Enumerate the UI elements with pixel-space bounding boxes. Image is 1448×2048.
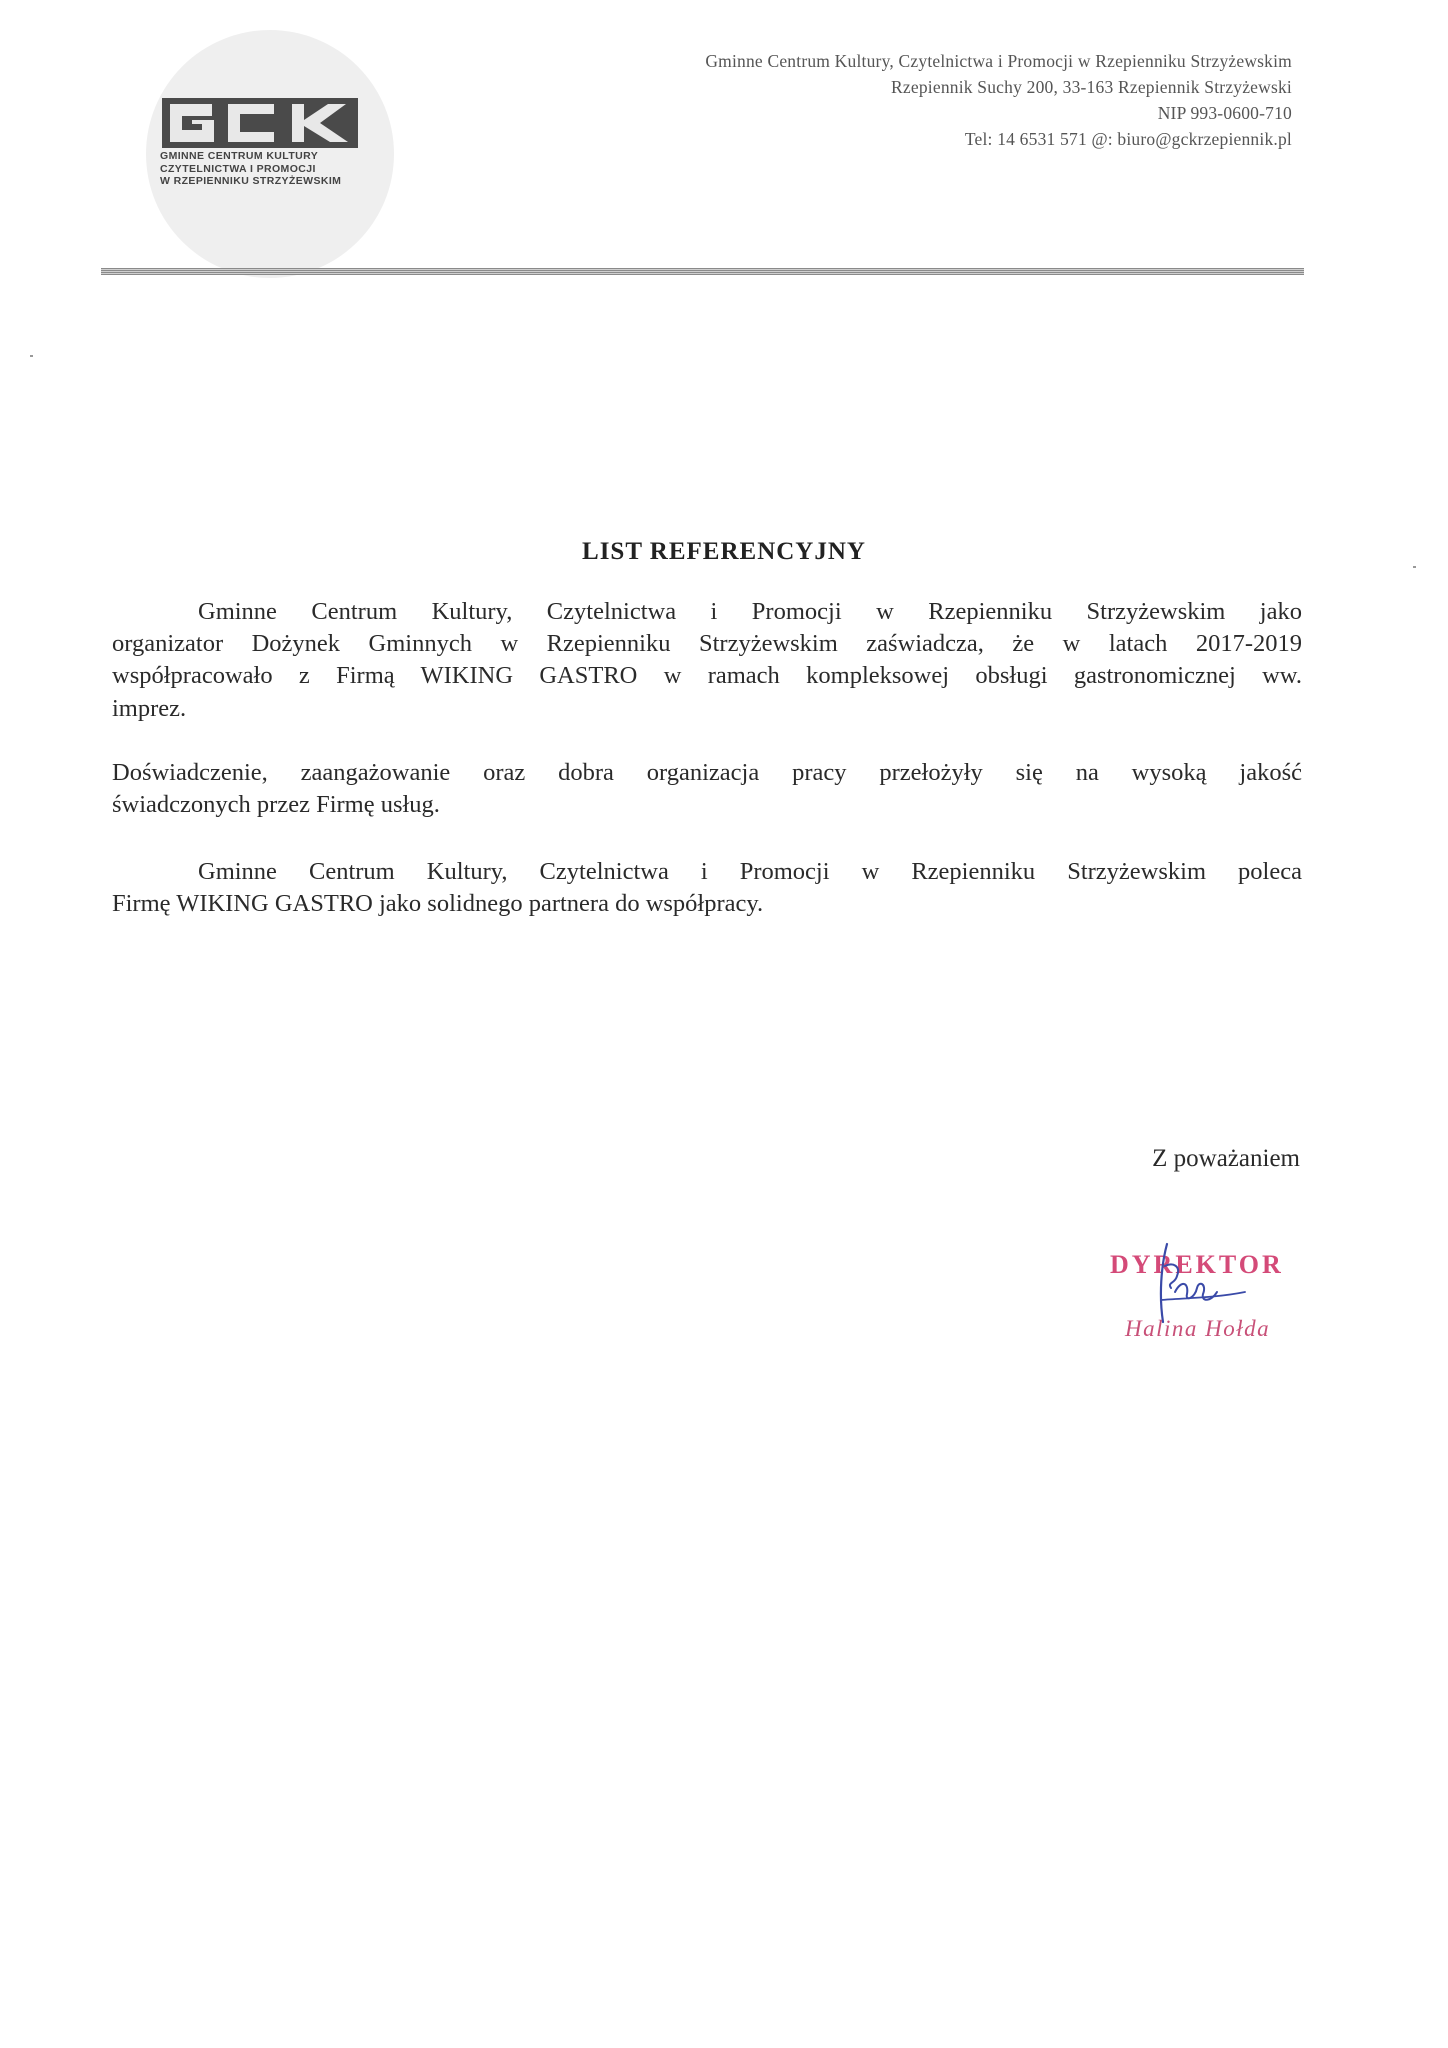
institution-logo [162,98,358,148]
paragraph-recommendation [112,856,1302,920]
header-divider [101,268,1304,275]
address-line: NIP 993-0600-710 [1157,103,1292,123]
text-line: organizator Dożynek Gminnych w Rzepienniku Strzyżewskim zaświadcza, że w latach 2017-2019 [112,630,1302,658]
address-line: Rzepiennik Suchy 200, 33-163 Rzepiennik Strzyżewski [891,77,1292,97]
logo-caption-line: W RZEPIENNIKU STRZYŻEWSKIM [160,175,342,187]
document-title: LIST REFERENCYJNY [582,538,866,565]
text-line: Gminne Centrum Kultury, Czytelnictwa i Promocji w Rzepienniku Strzyżewskim poleca [198,858,1302,885]
paragraph-experience [112,757,1302,821]
logo-caption-line: CZYTELNICTWA I PROMOCJI [160,162,316,175]
logo-caption [160,150,370,188]
closing-salutation: Z poważaniem [1152,1145,1300,1172]
text-line: świadczonych przez Firmę usług. [112,791,440,819]
address-line: Gminne Centrum Kultury, Czytelnictwa i Promocji w Rzepienniku Strzyżewskim [705,51,1292,71]
stamp-name: Halina Hołda [1125,1316,1271,1341]
text-line: Gminne Centrum Kultury, Czytelnictwa i Promocji w Rzepienniku Strzyżewskim jako [198,598,1302,625]
text-line: imprez. [112,694,187,722]
stamp-title: DYREKTOR [1110,1250,1284,1279]
institution-address [705,48,1292,152]
text-line: Firmę WIKING GASTRO jako solidnego partnera do współpracy. [112,890,764,918]
logo-caption-line: GMINNE CENTRUM KULTURY [160,150,319,162]
address-line: Tel: 14 6531 571 @: biuro@gckrzepiennik.pl [964,129,1292,149]
scan-speck [30,355,33,357]
scan-speck [1413,566,1416,568]
text-line: Doświadczenie, zaangażowanie oraz dobra organizacja pracy przełożyły się na wysoką jakość [112,759,1302,786]
text-line: współpracowało z Firmą WIKING GASTRO w ramach kompleksowej obsługi gastronomicznej ww. [112,662,1302,690]
paragraph-intro [112,596,1302,725]
